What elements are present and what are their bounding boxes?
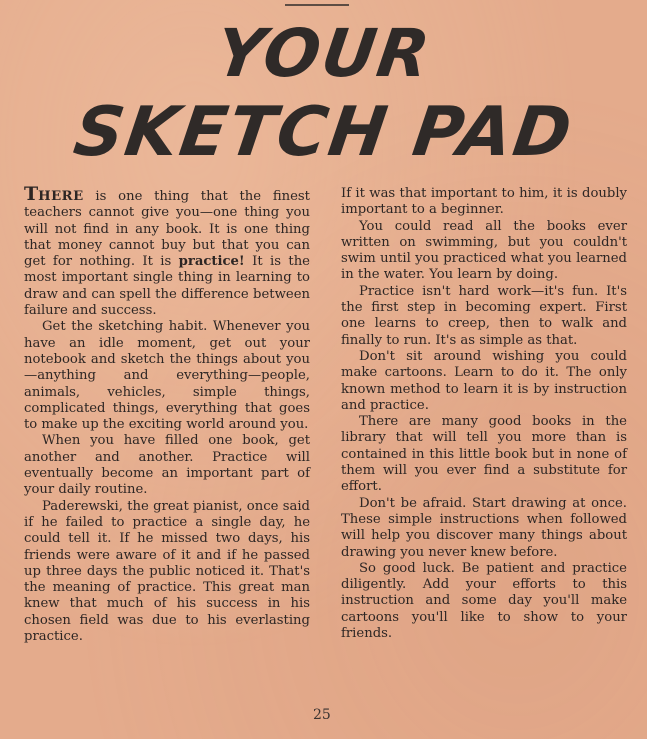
right-column: [341, 186, 627, 642]
paragraph-2: Get the sketching habit. Whenever you have an idle moment, get out your notebook and sketch the things about you—anything and everything—people, animals, vehicles, simple things, complicated things, everything that goes to make up the exciting world around you.: [24, 319, 310, 433]
paragraph-8: Don't sit around wishing you could make cartoons. Learn to do it. The only known method to learn it is by instruction and practice.: [341, 348, 627, 413]
paragraph-7: Practice isn't hard work—it's fun. It's the first step in becoming expert. First one learns to creep, then to walk and finally to run. It's as simple as that.: [341, 283, 627, 348]
emphasis-practice: practice!: [178, 254, 245, 270]
paragraph-1: [24, 183, 310, 319]
paragraph-6: You could read all the books ever written on swimming, but you couldn't swim until you practiced what you learned in the water. You learn by doing.: [341, 218, 627, 283]
paragraph-10: Don't be afraid. Start drawing at once. These simple instructions when followed will help you discover many things about drawing you never knew before.: [341, 495, 627, 560]
paragraph-text: is one thing that the finest teachers cannot give you—one thing you will not find in any book. It is one thing that money cannot buy but that you can get for nothing. It is: [24, 189, 310, 270]
title-line-1: YOUR: [211, 15, 436, 92]
top-rule: [285, 4, 349, 6]
paragraph-5: If it was that important to him, it is doubly important to a beginner.: [341, 186, 627, 218]
drop-cap: T: [24, 183, 39, 205]
paragraph-4: Paderewski, the great pianist, once said if he failed to practice a single day, he could tell it. If he missed two days, his friends were aware of it and if he passed up three days the public noticed it. That's the meaning of practice. This great man knew that much of his success in his chosen field was due to his everlasting practice.: [24, 498, 310, 645]
page-number: 25: [313, 707, 331, 723]
paragraph-9: There are many good books in the library that will tell you more than is contained in this little book but in none of them will you ever find a substitute for effort.: [341, 414, 627, 495]
paragraph-11: So good luck. Be patient and practice diligently. Add your efforts to this instruction and some day you'll make cartoons you'll like to show to your friends.: [341, 560, 627, 642]
paragraph-3: When you have filled one book, get another and another. Practice will eventually become an important part of your daily routine.: [24, 433, 310, 498]
title-line-2: SKETCH PAD: [69, 93, 578, 172]
left-column: [24, 183, 310, 645]
small-caps-lead: HERE: [38, 189, 84, 204]
paragraph-text: It is the most important single thing in learning to draw and can spell the difference between failure and success.: [24, 254, 310, 319]
